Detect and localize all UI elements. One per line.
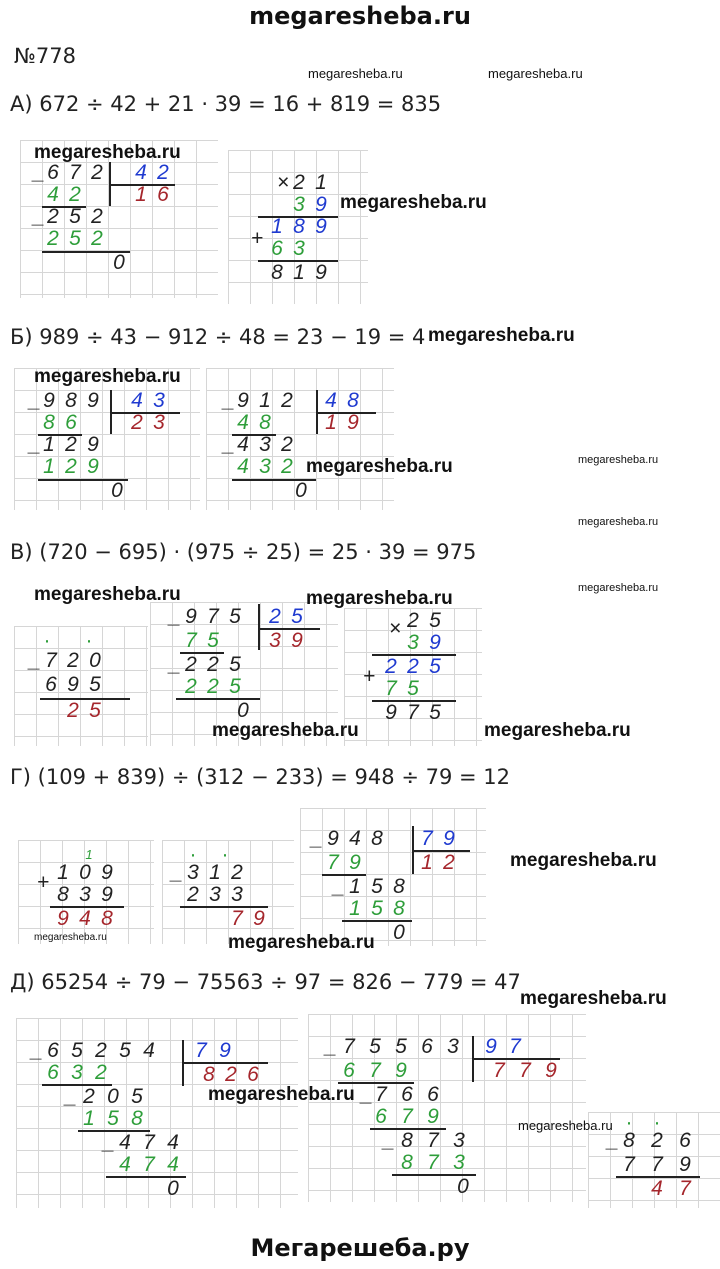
digit: 5	[429, 609, 441, 632]
minus-sign: _	[325, 1035, 337, 1058]
calc-g3	[300, 808, 486, 946]
watermark: megaresheba.ru	[510, 850, 657, 871]
digit: 6	[679, 1129, 691, 1152]
digit: 7	[69, 161, 81, 184]
minus-sign: _	[169, 653, 181, 676]
digit: 6	[45, 673, 57, 696]
watermark: megaresheba.ru	[34, 584, 181, 605]
digit: 9	[443, 827, 455, 850]
digit: 2	[281, 455, 293, 478]
digit: 3	[259, 433, 271, 456]
digit: 6	[375, 1105, 387, 1128]
digit: 9	[219, 1039, 231, 1062]
digit: 9	[253, 907, 265, 930]
digit: 0	[393, 921, 405, 944]
digit: 7	[509, 1035, 521, 1058]
digit: 3	[153, 389, 165, 412]
digit: 9	[327, 827, 339, 850]
calc-a2	[228, 150, 368, 304]
digit: 5	[229, 605, 241, 628]
digit: 9	[101, 861, 113, 884]
digit: 4	[237, 455, 249, 478]
digit: 5	[107, 1107, 119, 1130]
digit: 7	[143, 1131, 155, 1154]
digit: 1	[259, 389, 271, 412]
digit: 2	[185, 675, 197, 698]
minus-sign: _	[33, 205, 45, 228]
digit: 5	[291, 605, 303, 628]
digit: 0	[295, 479, 307, 502]
digit: 1	[209, 861, 221, 884]
digit: 5	[71, 1039, 83, 1062]
digit: 8	[65, 389, 77, 412]
digit: 7	[493, 1059, 505, 1082]
digit: 5	[119, 1039, 131, 1062]
digit: 7	[401, 1105, 413, 1128]
digit: 8	[57, 883, 69, 906]
digit: 6	[47, 161, 59, 184]
watermark: megaresheba.ru	[228, 932, 375, 953]
digit: 4	[651, 1177, 663, 1200]
digit: 8	[401, 1129, 413, 1152]
digit: 9	[385, 701, 397, 724]
digit: 2	[47, 227, 59, 250]
digit: 3	[187, 861, 199, 884]
digit: 7	[427, 1151, 439, 1174]
digit: 2	[157, 161, 169, 184]
calc-g1	[18, 840, 154, 944]
digit: 4	[167, 1153, 179, 1176]
digit: 2	[95, 1039, 107, 1062]
calc-g2	[162, 840, 294, 944]
minus-sign: _	[29, 389, 41, 412]
digit: 8	[347, 389, 359, 412]
digit: 0	[111, 479, 123, 502]
digit: 8	[393, 875, 405, 898]
digit: 4	[131, 389, 143, 412]
minus-sign: _	[65, 1085, 77, 1108]
digit: 7	[421, 827, 433, 850]
digit: 2	[293, 171, 305, 194]
digit: 3	[407, 631, 419, 654]
watermark: megaresheba.ru	[488, 66, 583, 81]
digit: 9	[185, 605, 197, 628]
calc-d2	[308, 1014, 586, 1202]
plus-sign: +	[36, 871, 50, 894]
digit: 7	[623, 1153, 635, 1176]
digit: 9	[395, 1059, 407, 1082]
digit: 4	[47, 183, 59, 206]
digit: 8	[393, 897, 405, 920]
digit: 2	[187, 883, 199, 906]
digit: 9	[315, 215, 327, 238]
digit: 9	[43, 389, 55, 412]
watermark: megaresheba.ru	[306, 588, 453, 609]
digit: 4	[237, 433, 249, 456]
times-sign: ×	[276, 171, 290, 194]
digit: 2	[225, 1063, 237, 1086]
digit: 7	[45, 649, 57, 672]
digit: 9	[427, 1105, 439, 1128]
footer-title: Мегарешеба.ру	[250, 1234, 470, 1262]
digit: 7	[651, 1153, 663, 1176]
plus-sign: +	[362, 665, 376, 688]
digit: 4	[349, 827, 361, 850]
borrow-dot: ·	[625, 1111, 633, 1134]
equation-a: А) 672 ÷ 42 + 21 · 39 = 16 + 819 = 835	[10, 92, 442, 116]
watermark: megaresheba.ru	[212, 720, 359, 741]
digit: 7	[385, 677, 397, 700]
digit: 5	[429, 655, 441, 678]
digit: 6	[271, 237, 283, 260]
digit: 9	[347, 411, 359, 434]
task-number: №778	[14, 44, 76, 68]
digit: 3	[453, 1151, 465, 1174]
minus-sign: _	[223, 433, 235, 456]
watermark: megaresheba.ru	[578, 582, 659, 594]
digit: 2	[207, 675, 219, 698]
digit: 2	[67, 699, 79, 722]
digit: 5	[131, 1085, 143, 1108]
digit: 0	[237, 699, 249, 722]
digit: 8	[271, 261, 283, 284]
minus-sign: _	[169, 605, 181, 628]
digit: 3	[453, 1129, 465, 1152]
digit: 7	[343, 1035, 355, 1058]
digit: 6	[427, 1083, 439, 1106]
digit: 2	[651, 1129, 663, 1152]
minus-sign: _	[29, 433, 41, 456]
digit: 9	[349, 851, 361, 874]
digit: 2	[91, 161, 103, 184]
digit: 2	[91, 205, 103, 228]
digit: 1	[349, 897, 361, 920]
digit: 3	[153, 411, 165, 434]
digit: 9	[67, 673, 79, 696]
digit: 7	[195, 1039, 207, 1062]
equation-g: Г) (109 + 839) ÷ (312 − 233) = 948 ÷ 79 = 12	[10, 765, 510, 789]
digit: 0	[113, 251, 125, 274]
digit: 2	[47, 205, 59, 228]
digit: 3	[259, 455, 271, 478]
digit: 9	[87, 389, 99, 412]
minus-sign: _	[103, 1131, 115, 1154]
digit: 2	[185, 653, 197, 676]
watermark: megaresheba.ru	[578, 516, 659, 528]
calc-b2	[206, 368, 394, 510]
digit: 3	[71, 1061, 83, 1084]
digit: 5	[89, 699, 101, 722]
digit: 4	[79, 907, 91, 930]
digit: 5	[229, 675, 241, 698]
watermark: megaresheba.ru	[306, 456, 453, 477]
digit: 9	[237, 389, 249, 412]
digit: 6	[47, 1039, 59, 1062]
watermark: megaresheba.ru	[484, 720, 631, 741]
watermark: megaresheba.ru	[34, 142, 181, 163]
digit: 2	[67, 649, 79, 672]
borrow-dot: ·	[43, 629, 51, 652]
digit: 0	[457, 1175, 469, 1198]
digit: 5	[69, 227, 81, 250]
watermark: megaresheba.ru	[308, 66, 403, 81]
digit: 5	[371, 875, 383, 898]
digit: 1	[135, 183, 147, 206]
calc-d1	[16, 1018, 298, 1208]
calc-b1	[14, 368, 200, 510]
digit: 0	[107, 1085, 119, 1108]
digit: 1	[349, 875, 361, 898]
digit: 6	[47, 1061, 59, 1084]
digit: 8	[293, 215, 305, 238]
digit: 2	[95, 1061, 107, 1084]
digit: 2	[65, 433, 77, 456]
digit: 9	[291, 629, 303, 652]
digit: 7	[143, 1153, 155, 1176]
digit: 7	[369, 1059, 381, 1082]
digit: 8	[131, 1107, 143, 1130]
minus-sign: _	[607, 1129, 619, 1152]
digit: 0	[167, 1177, 179, 1200]
digit: 4	[119, 1131, 131, 1154]
digit: 2	[91, 227, 103, 250]
equation-d: Д) 65254 ÷ 79 − 75563 ÷ 97 = 826 − 779 = 47	[10, 970, 521, 994]
digit: 8	[371, 827, 383, 850]
digit: 1	[83, 1107, 95, 1130]
digit: 3	[293, 237, 305, 260]
calc-v1	[14, 626, 148, 746]
borrow-dot: ·	[189, 843, 197, 866]
digit: 6	[401, 1083, 413, 1106]
digit: 2	[65, 455, 77, 478]
digit: 7	[327, 851, 339, 874]
watermark: megaresheba.ru	[208, 1084, 355, 1105]
digit: 5	[395, 1035, 407, 1058]
digit: 4	[135, 161, 147, 184]
borrow-dot: ·	[221, 843, 229, 866]
watermark: megaresheba.ru	[340, 192, 487, 213]
digit: 2	[443, 851, 455, 874]
digit: 8	[401, 1151, 413, 1174]
digit: 3	[231, 883, 243, 906]
digit: 7	[519, 1059, 531, 1082]
digit: 0	[89, 649, 101, 672]
digit: 2	[407, 609, 419, 632]
carry-digit: 1	[85, 847, 93, 862]
plus-sign: +	[250, 227, 264, 250]
digit: 4	[167, 1131, 179, 1154]
digit: 6	[65, 411, 77, 434]
digit: 8	[101, 907, 113, 930]
digit: 2	[231, 861, 243, 884]
digit: 6	[343, 1059, 355, 1082]
digit: 4	[325, 389, 337, 412]
digit: 1	[43, 455, 55, 478]
minus-sign: _	[29, 649, 41, 672]
digit: 5	[371, 897, 383, 920]
digit: 5	[229, 653, 241, 676]
minus-sign: _	[31, 1039, 43, 1062]
watermark: megaresheba.ru	[518, 1118, 613, 1133]
minus-sign: _	[361, 1083, 373, 1106]
minus-sign: _	[223, 389, 235, 412]
digit: 9	[101, 883, 113, 906]
digit: 5	[207, 629, 219, 652]
digit: 8	[43, 411, 55, 434]
watermark: megaresheba.ru	[428, 325, 575, 346]
minus-sign: _	[171, 861, 183, 884]
times-sign: ×	[388, 617, 402, 640]
digit: 3	[293, 193, 305, 216]
digit: 7	[185, 629, 197, 652]
digit: 1	[43, 433, 55, 456]
digit: 7	[375, 1083, 387, 1106]
digit: 5	[407, 677, 419, 700]
digit: 1	[271, 215, 283, 238]
digit: 4	[143, 1039, 155, 1062]
digit: 2	[269, 605, 281, 628]
digit: 2	[385, 655, 397, 678]
digit: 2	[281, 433, 293, 456]
minus-sign: _	[333, 875, 345, 898]
digit: 3	[447, 1035, 459, 1058]
digit: 1	[293, 261, 305, 284]
digit: 9	[57, 907, 69, 930]
digit: 1	[421, 851, 433, 874]
digit: 9	[545, 1059, 557, 1082]
digit: 7	[427, 1129, 439, 1152]
digit: 6	[247, 1063, 259, 1086]
digit: 8	[623, 1129, 635, 1152]
digit: 2	[83, 1085, 95, 1108]
minus-sign: _	[383, 1129, 395, 1152]
digit: 7	[231, 907, 243, 930]
digit: 5	[89, 673, 101, 696]
minus-sign: _	[33, 161, 45, 184]
digit: 9	[485, 1035, 497, 1058]
watermark: megaresheba.ru	[34, 366, 181, 387]
digit: 5	[429, 701, 441, 724]
digit: 2	[131, 411, 143, 434]
minus-sign: _	[311, 827, 323, 850]
watermark: megaresheba.ru	[520, 988, 667, 1009]
digit: 2	[207, 653, 219, 676]
digit: 2	[407, 655, 419, 678]
digit: 9	[87, 455, 99, 478]
digit: 3	[209, 883, 221, 906]
digit: 0	[79, 861, 91, 884]
digit: 4	[119, 1153, 131, 1176]
watermark: megaresheba.ru	[34, 932, 107, 943]
digit: 3	[79, 883, 91, 906]
equation-b: Б) 989 ÷ 43 − 912 ÷ 48 = 23 − 19 = 4	[10, 325, 426, 349]
digit: 7	[207, 605, 219, 628]
equation-v: В) (720 − 695) · (975 ÷ 25) = 25 · 39 = 975	[10, 540, 477, 564]
digit: 6	[157, 183, 169, 206]
digit: 9	[315, 261, 327, 284]
digit: 5	[369, 1035, 381, 1058]
digit: 1	[57, 861, 69, 884]
digit: 7	[407, 701, 419, 724]
borrow-dot: ·	[653, 1111, 661, 1134]
digit: 8	[259, 411, 271, 434]
calc-v3	[344, 608, 482, 746]
digit: 5	[69, 205, 81, 228]
digit: 2	[69, 183, 81, 206]
digit: 3	[269, 629, 281, 652]
digit: 1	[315, 171, 327, 194]
digit: 9	[315, 193, 327, 216]
site-title: megaresheba.ru	[249, 2, 471, 30]
digit: 9	[429, 631, 441, 654]
digit: 9	[679, 1153, 691, 1176]
digit: 1	[325, 411, 337, 434]
digit: 7	[679, 1177, 691, 1200]
digit: 8	[203, 1063, 215, 1086]
borrow-dot: ·	[85, 629, 93, 652]
digit: 4	[237, 411, 249, 434]
digit: 6	[421, 1035, 433, 1058]
watermark: megaresheba.ru	[578, 454, 659, 466]
digit: 9	[87, 433, 99, 456]
digit: 2	[281, 389, 293, 412]
